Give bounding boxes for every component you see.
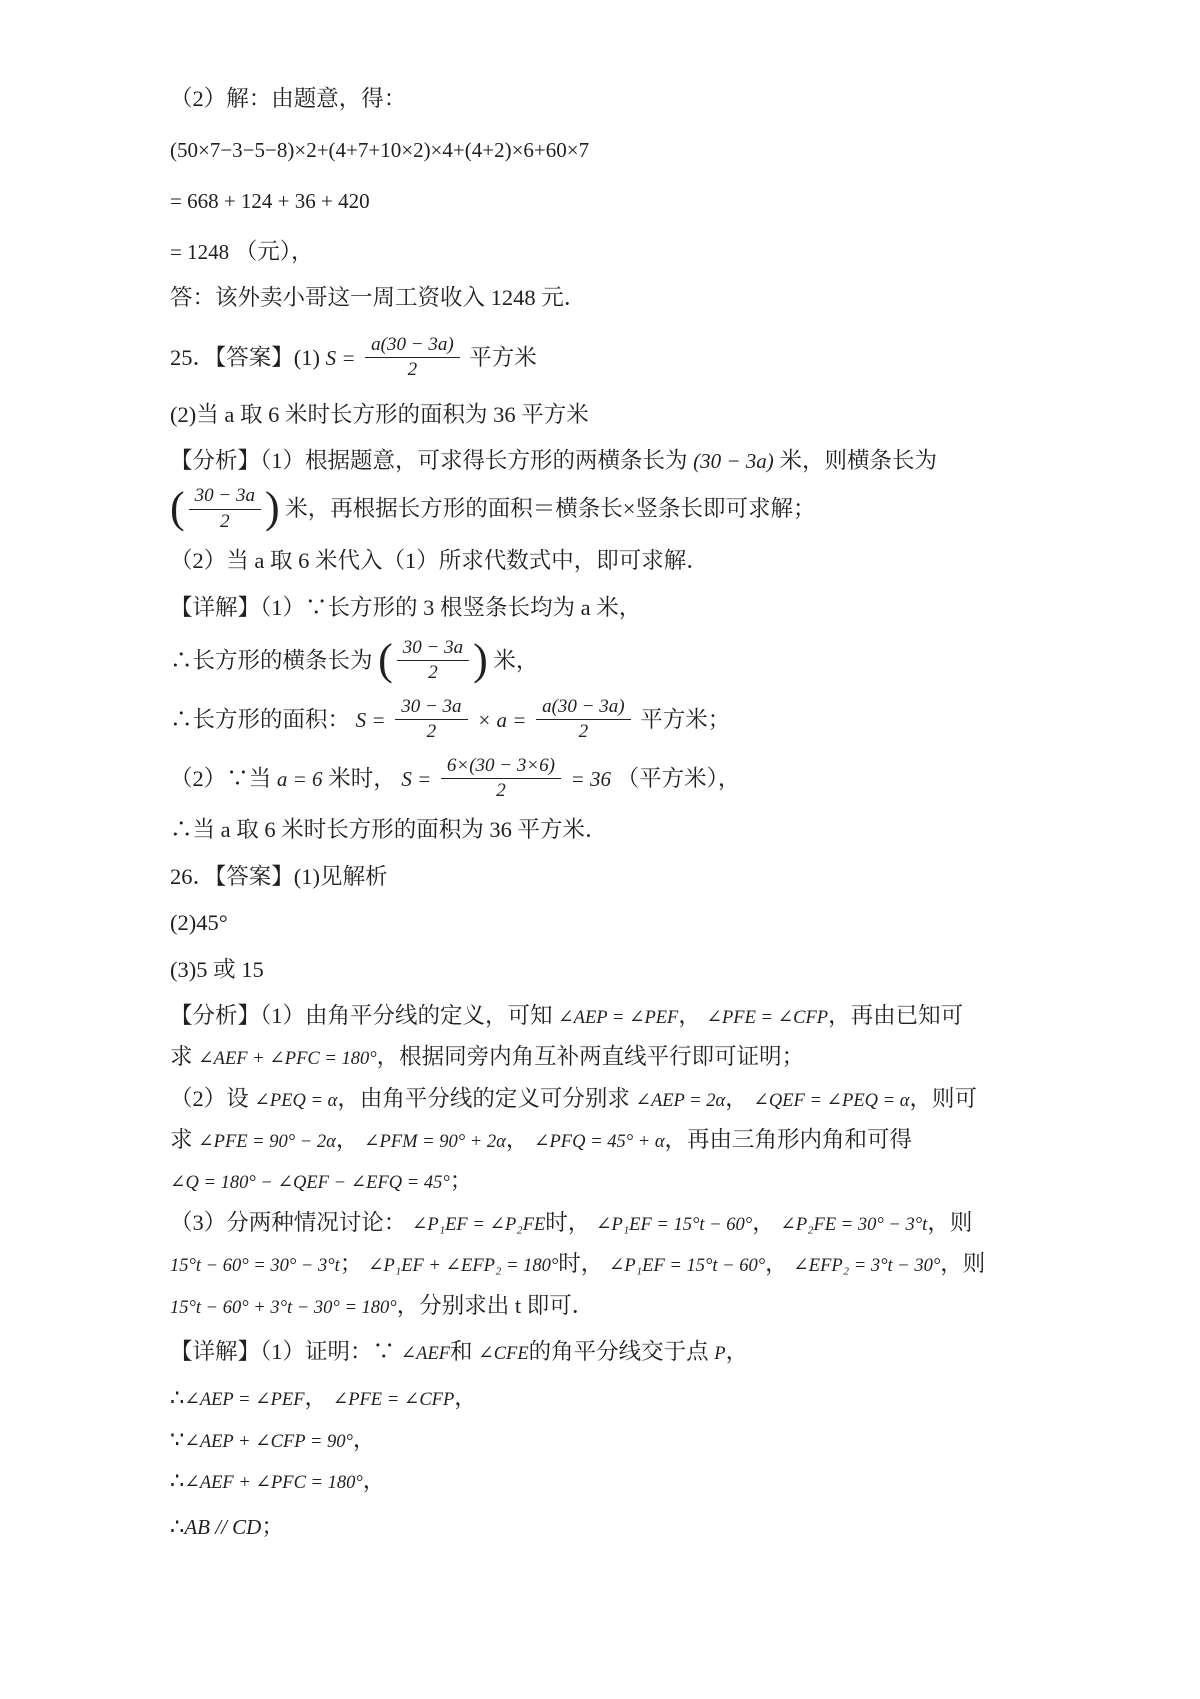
fraction-denominator: 2: [578, 721, 589, 743]
comma: ，: [725, 1085, 748, 1111]
comma: ，: [335, 1127, 359, 1152]
q26-analysis-line6: [170, 1208, 1060, 1238]
q26-ana6-mid: 时，: [545, 1209, 591, 1235]
q24-part2-heading-text: （2）解：由题意，得：: [170, 86, 407, 111]
q25-detail-line3: [170, 695, 1060, 746]
q25-ans1-unit: 平方米: [469, 344, 537, 370]
fraction-numerator: 6×(30 − 3×6): [441, 755, 561, 779]
q25-detail3-post: 平方米；: [640, 706, 731, 732]
q26-ana7-math4: ∠EFP₂ = 3°t − 30°: [793, 1256, 941, 1277]
q26-ana3-math3: ∠QEF = ∠PEQ = α: [753, 1090, 910, 1111]
fraction-denominator: 2: [428, 662, 438, 684]
q26-ana4-pre: 求: [170, 1127, 193, 1152]
comma: ，: [725, 1338, 749, 1364]
q26-analysis-line5: [170, 1166, 1060, 1196]
q26-ana6-pre: （3）分两种情况讨论：: [170, 1209, 407, 1235]
q26-answer-line2: (2)45°: [170, 910, 228, 936]
q25-detail4-math2: S =: [401, 766, 432, 791]
therefore-symbol: ∴: [170, 1514, 185, 1540]
fraction: [397, 637, 469, 685]
q25-detail-line4: [170, 754, 1060, 805]
q24-total-line: [170, 237, 1060, 267]
q26-ana7-math1: 15°t − 60° = 30° − 3°t: [170, 1256, 340, 1277]
q26-ana8-math: 15°t − 60° + 3°t − 30° = 180°: [170, 1297, 397, 1318]
fraction-denominator: 2: [426, 721, 437, 743]
q26-answer-line1: 26．【答案】(1)见解析: [170, 863, 388, 889]
semicolon: ；: [261, 1514, 284, 1540]
q25-detail2-pre: ∴长方形的横条长为: [170, 648, 373, 673]
fraction-numerator: 30 − 3a: [397, 637, 469, 661]
left-paren: (: [378, 635, 393, 685]
comma: ，: [765, 1251, 788, 1277]
q26-analysis-line7: [170, 1249, 1060, 1279]
q26-det4-math: ∠AEF + ∠PFC = 180°: [184, 1473, 363, 1493]
q26-ana4-math2: ∠PFM = 90° + 2α: [364, 1132, 506, 1152]
q24-total-unit: （元），: [234, 239, 314, 265]
q25-analysis-post: 米，则横条长为: [779, 448, 937, 473]
fraction-denominator: 2: [407, 359, 418, 381]
q26-detail-line1: [170, 1337, 1060, 1367]
q26-ana6-math1: ∠P₁EF = ∠P₂FE: [411, 1214, 546, 1235]
comma: ，: [362, 1468, 386, 1493]
semicolon: ；: [339, 1251, 363, 1277]
q25-analysis2-post: 米，再根据长方形的面积＝横条长×竖条长即可求解；: [285, 496, 816, 522]
q26-det1-pre: 【详解】（1）证明：∵: [170, 1338, 396, 1364]
q24-sum-line: = 668 + 124 + 36 + 420: [170, 188, 370, 213]
q26-analysis-line4: [170, 1125, 1060, 1155]
q25-detail-line1: 【详解】（1）∵长方形的 3 根竖条长均为 a 米，: [170, 594, 642, 620]
comma: ，: [352, 1426, 376, 1452]
q26-ana1-post: ，再由已知可: [828, 1002, 964, 1028]
q26-ana1-pre: 【分析】（1）由角平分线的定义，可知: [170, 1002, 553, 1028]
q26-det5-math: AB // CD: [184, 1515, 262, 1540]
q25-analysis-line2: [170, 483, 1060, 535]
q25-answer-line1: [170, 333, 1060, 384]
q26-det2-math1: ∠AEP = ∠PEF: [184, 1390, 305, 1411]
q24-part2-heading: [170, 84, 1060, 114]
q25-detail-line2: [170, 635, 1060, 687]
fraction: [441, 755, 561, 803]
q25-analysis-line3: （2）当 a 取 6 米代入（1）所求代数式中，即可求解．: [170, 548, 709, 574]
comma: ，: [752, 1209, 775, 1235]
q25-answer-line2: (2)当 a 取 6 米时长方形的面积为 36 平方米: [170, 401, 589, 427]
q26-det1-math2: ∠CFE: [478, 1343, 529, 1364]
q26-det1-math3: P: [714, 1343, 726, 1364]
q25-analysis-line1: [170, 446, 1060, 476]
fraction-numerator: 30 − 3a: [189, 485, 261, 509]
fraction: [536, 696, 630, 744]
q26-ana2-post: ，根据同旁内角互补两直线平行即可证明；: [376, 1044, 805, 1070]
q26-det2-math2: ∠PFE = ∠CFP: [332, 1390, 455, 1411]
q26-analysis-line8: [170, 1291, 1060, 1321]
therefore-symbol: ∴: [170, 1385, 185, 1411]
q26-ana7-math3: ∠P₁EF = 15°t − 60°: [608, 1256, 766, 1277]
q26-ana2-math: ∠AEF + ∠PFC = 180°: [198, 1049, 377, 1070]
q25-detail4-post: （平方米），: [616, 765, 741, 791]
q26-proof-line3: [170, 1425, 1060, 1455]
q24-answer-sentence: 答：该外卖小哥这一周工资收入 1248 元．: [170, 285, 587, 311]
q26-ana1-math1: ∠AEP = ∠PEF: [558, 1007, 679, 1028]
q25-ans1-lhs: S =: [325, 345, 356, 370]
q26-ana3-mid: ，由角平分线的定义可分别求: [337, 1085, 630, 1111]
fraction-denominator: 2: [220, 510, 230, 532]
right-paren: ): [473, 635, 488, 685]
q26-proof-line4: [170, 1466, 1060, 1496]
q26-ana5-math: ∠Q = 180° − ∠QEF − ∠EFQ = 45°: [170, 1173, 450, 1194]
q25-detail-line5: ∴当 a 取 6 米时长方形的面积为 36 平方米．: [170, 817, 608, 843]
q26-det1-post: 的角平分线交于点: [528, 1338, 709, 1364]
q24-total-math: = 1248: [170, 240, 230, 265]
q25-detail3-pre: ∴长方形的面积：: [170, 706, 351, 732]
q25-detail4-math3: = 36: [570, 766, 612, 791]
q26-det1-math1: ∠AEF: [400, 1343, 451, 1364]
q26-ana3-math1: ∠PEQ = α: [254, 1090, 338, 1111]
q25-detail2-post: 米，: [493, 648, 539, 673]
fraction: [395, 696, 467, 744]
comma: ，: [304, 1385, 328, 1411]
fraction: [365, 334, 459, 382]
q25-detail4-mid: 米时，: [328, 765, 396, 791]
q26-proof-line5: [170, 1512, 1060, 1542]
q25-heading: 25．【答案】(1): [170, 344, 320, 370]
fraction-numerator: a(30 − 3a): [536, 696, 630, 720]
q26-det3-math: ∠AEP + ∠CFP = 90°: [184, 1431, 353, 1452]
q26-ana7-post: ，则: [940, 1251, 986, 1277]
q26-answer-line3: (3)5 或 15: [170, 956, 264, 982]
q26-proof-line2: [170, 1383, 1060, 1413]
fraction: [189, 485, 261, 533]
q26-analysis-line3: [170, 1084, 1060, 1114]
q25-analysis-pre: 【分析】（1）根据题意，可求得长方形的两横条长为: [170, 448, 688, 473]
q26-det1-mid: 和: [450, 1338, 473, 1364]
q26-analysis-line1: [170, 1001, 1060, 1031]
comma: ，: [678, 1002, 701, 1028]
q26-ana6-post: ，则: [927, 1209, 973, 1235]
q25-detail4-math1: a = 6: [276, 766, 323, 791]
q26-ana7-mid: 时，: [558, 1251, 604, 1277]
q26-ana5-post: ；: [449, 1168, 473, 1194]
left-paren: (: [170, 483, 185, 533]
q26-ana3-math2: ∠AEP = 2α: [635, 1090, 726, 1111]
because-symbol: ∵: [170, 1426, 185, 1452]
q26-ana4-post: ，再由三角形内角和可得: [664, 1127, 913, 1152]
q26-ana4-math1: ∠PFE = 90° − 2α: [198, 1132, 336, 1152]
q26-ana3-post: ，则可: [909, 1085, 977, 1111]
fraction-numerator: a(30 − 3a): [365, 334, 459, 358]
q26-ana6-math3: ∠P₂FE = 30° − 3°t: [780, 1214, 928, 1235]
q26-ana4-math3: ∠PFQ = 45° + α: [534, 1132, 665, 1152]
q26-ana7-math2: ∠P₁EF + ∠EFP₂ = 180°: [367, 1256, 559, 1277]
fraction-numerator: 30 − 3a: [395, 696, 467, 720]
q25-detail3-math2: × a =: [477, 707, 527, 732]
q26-ana8-post: ，分别求出 t 即可．: [396, 1292, 595, 1318]
therefore-symbol: ∴: [170, 1468, 185, 1493]
comma: ，: [505, 1127, 529, 1152]
q25-detail4-pre: （2）∵当: [170, 765, 272, 791]
q25-detail3-math1: S =: [355, 707, 386, 732]
q26-ana6-math2: ∠P₁EF = 15°t − 60°: [595, 1214, 753, 1235]
right-paren: ): [264, 483, 280, 533]
fraction-denominator: 2: [496, 779, 506, 801]
q26-ana2-pre: 求: [170, 1044, 193, 1070]
q26-ana3-pre: （2）设: [170, 1085, 249, 1111]
comma: ，: [454, 1385, 477, 1411]
q24-expression: (50×7−3−5−8)×2+(4+7+10×2)×4+(4+2)×6+60×7: [170, 138, 590, 163]
q26-analysis-line2: [170, 1042, 1060, 1072]
q25-analysis-math: (30 − 3a): [693, 449, 774, 473]
q26-ana1-math2: ∠PFE = ∠CFP: [706, 1007, 829, 1028]
